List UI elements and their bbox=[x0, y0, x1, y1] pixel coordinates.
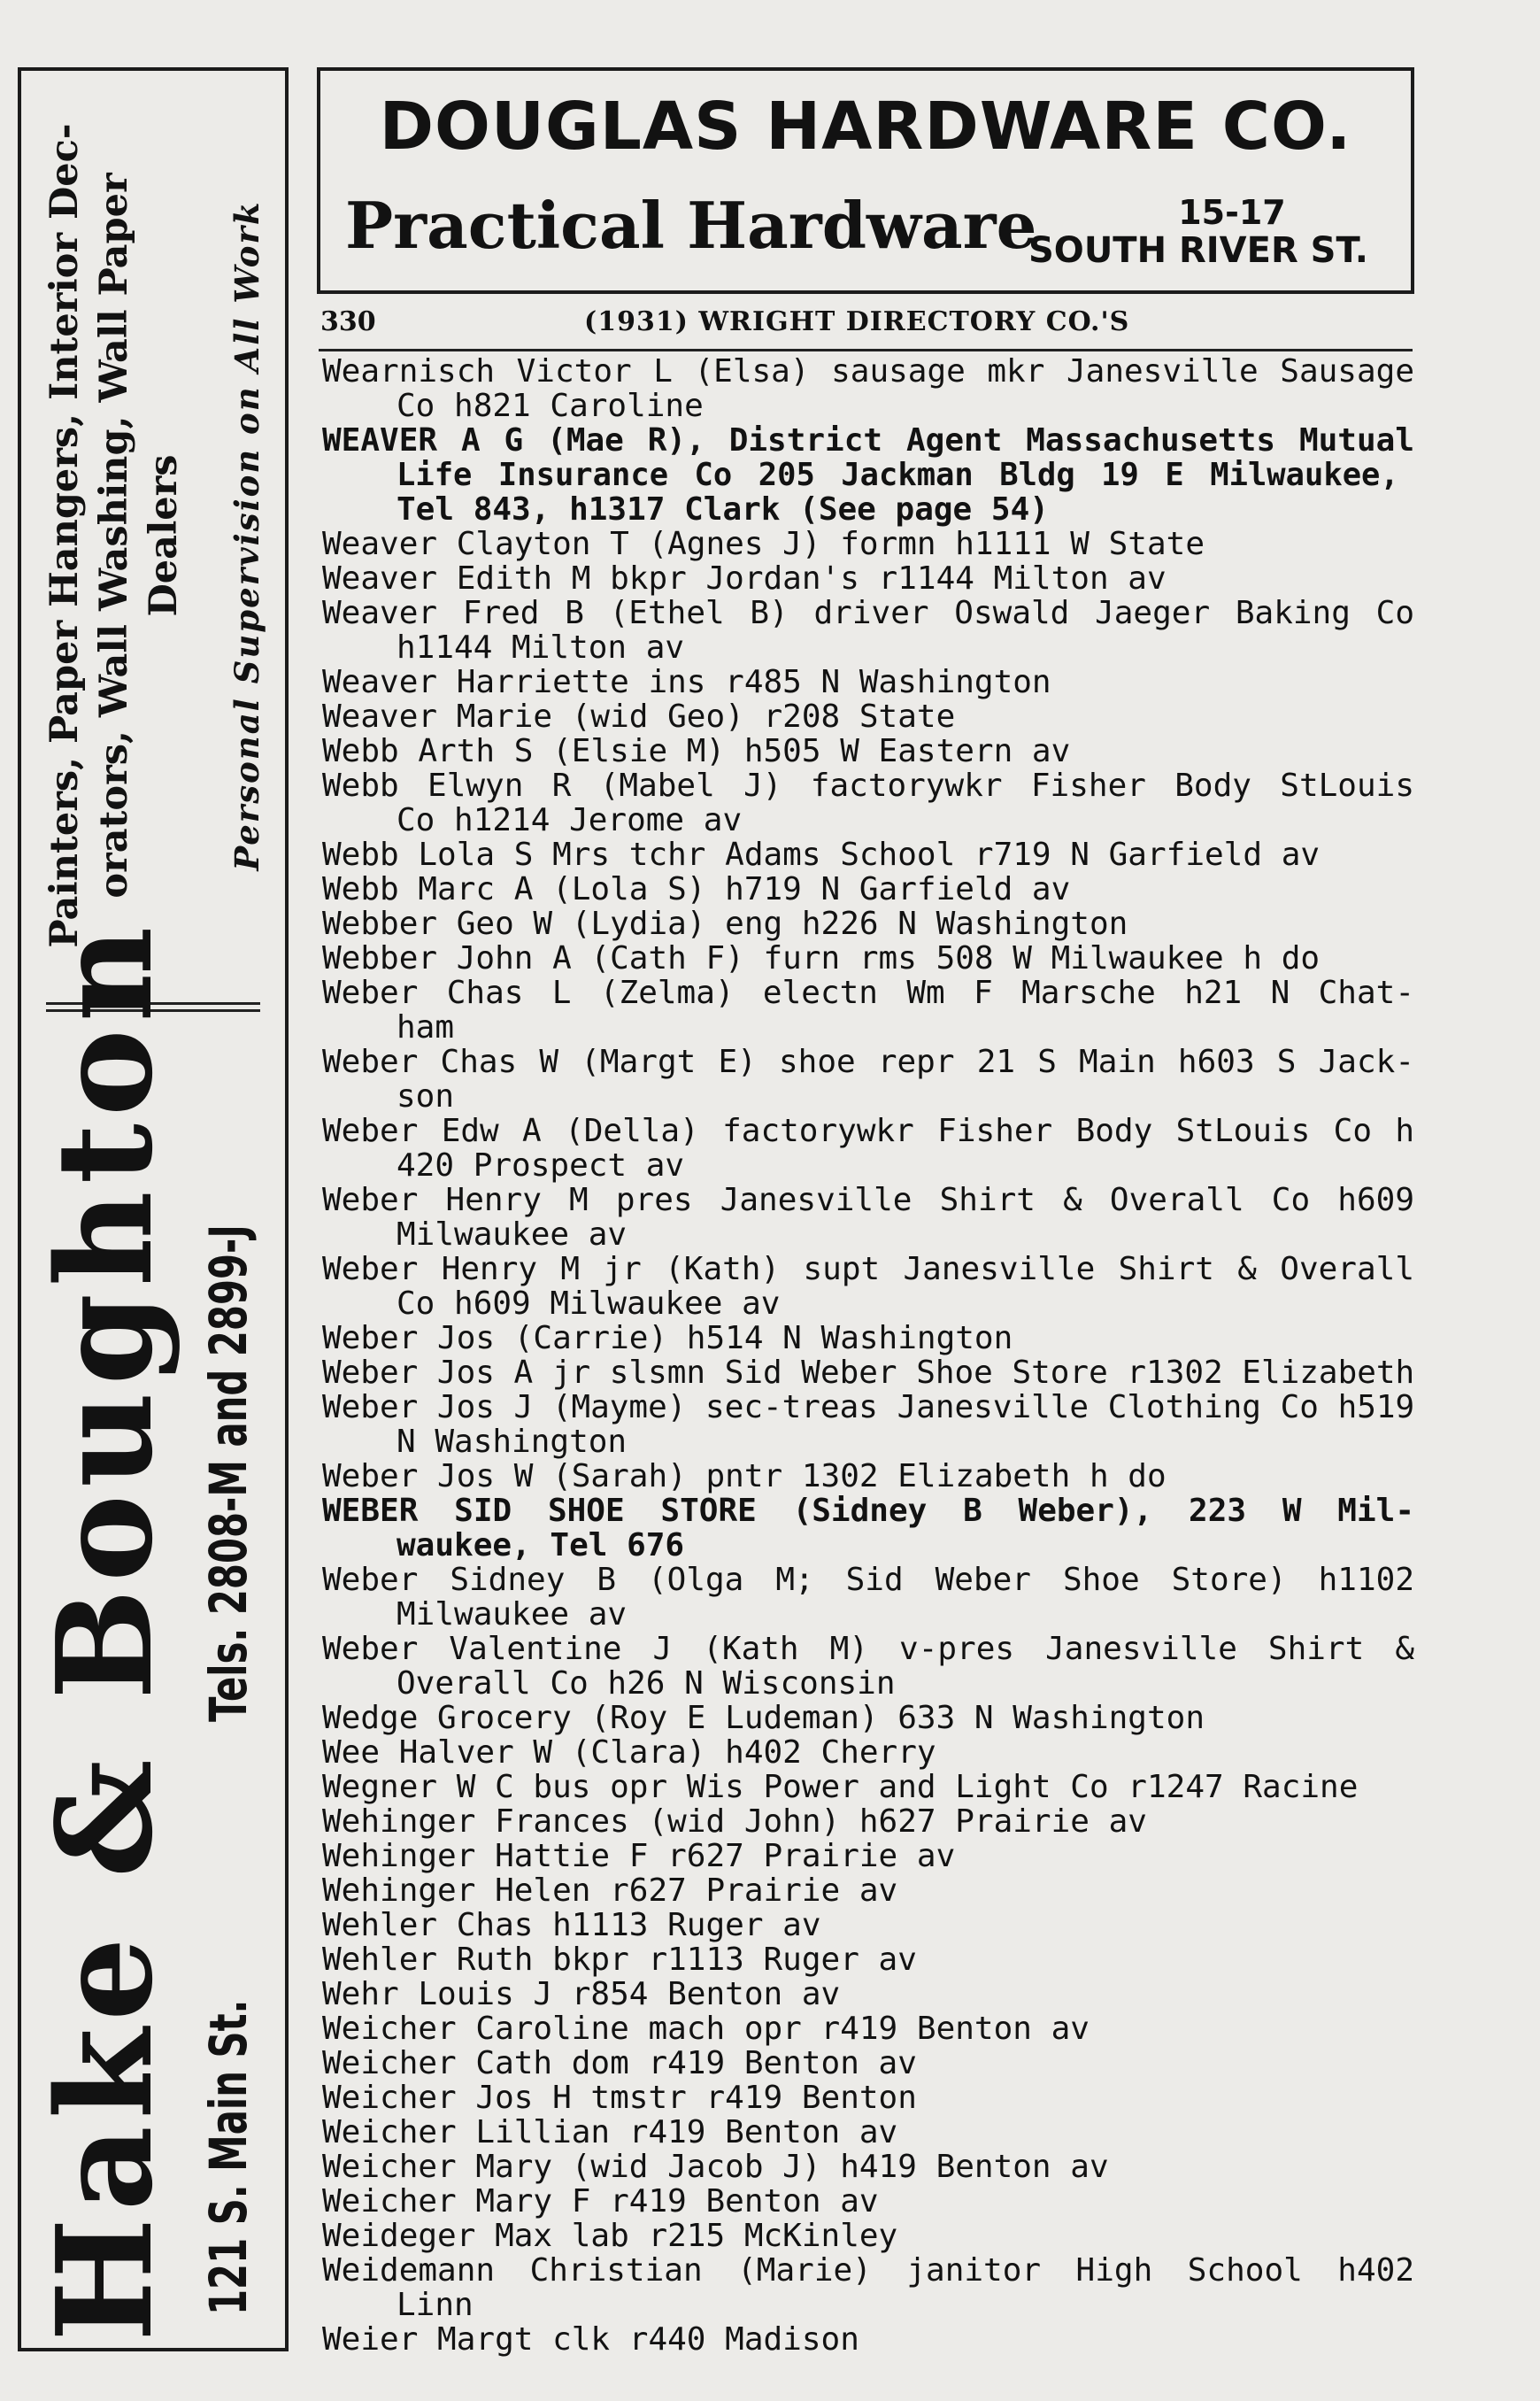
hardware-advertisement bbox=[317, 67, 1414, 294]
directory-entry bbox=[322, 838, 1414, 872]
business-name: Hake & Boughton bbox=[27, 919, 181, 2342]
directory-entry bbox=[322, 1632, 1414, 1701]
ad-tagline: Practical Hardware bbox=[345, 188, 1037, 263]
ad-street-number: 15-17 bbox=[1178, 193, 1286, 232]
entry-line: Weier Margt clk r440 Madison bbox=[322, 2321, 859, 2358]
directory-entry bbox=[322, 354, 1414, 423]
entry-line: Weber Jos J (Mayme) sec-treas Janesville Clothing Co h519 bbox=[322, 1389, 1415, 1425]
entry-line: Weber Edw A (Della) factorywkr Fisher Body StLouis Co h bbox=[322, 1113, 1414, 1149]
directory-entry bbox=[322, 561, 1414, 596]
directory-entry bbox=[322, 941, 1414, 976]
entry-line: Weber Valentine J (Kath M) v-pres Janesville Shirt & bbox=[322, 1631, 1414, 1667]
entry-continuation-line: Co h609 Milwaukee av bbox=[397, 1285, 781, 1322]
entry-line: Wehr Louis J r854 Benton av bbox=[322, 1976, 841, 2012]
directory-entry bbox=[322, 1735, 1414, 1770]
entry-line: Weicher Mary F r419 Benton av bbox=[322, 2183, 879, 2220]
directory-entry bbox=[322, 665, 1414, 699]
entry-line: Weber Sidney B (Olga M; Sid Weber Shoe Store) h1102 bbox=[322, 1562, 1414, 1598]
directory-entry bbox=[322, 2253, 1414, 2322]
business-telephones: Tels. 2808-M and 2899-J bbox=[198, 1224, 258, 1722]
entry-line: Weideger Max lab r215 McKinley bbox=[322, 2218, 898, 2254]
directory-listing bbox=[322, 354, 1414, 2357]
entry-line: Wehler Chas h1113 Ruger av bbox=[322, 1907, 821, 1943]
running-title: (1931) WRIGHT DIRECTORY CO.'S bbox=[584, 306, 1130, 337]
entry-line: Wehinger Frances (wid John) h627 Prairie av bbox=[322, 1803, 1147, 1840]
entry-line: Weicher Cath dom r419 Benton av bbox=[322, 2045, 917, 2081]
trade-line: Dealers bbox=[142, 454, 186, 617]
entry-line: Weicher Lillian r419 Benton av bbox=[322, 2114, 898, 2150]
directory-entry bbox=[322, 2115, 1414, 2150]
directory-entry bbox=[322, 1977, 1414, 2011]
ad-street: SOUTH RIVER ST. bbox=[1028, 230, 1368, 271]
entry-line: Wedge Grocery (Roy E Ludeman) 633 N Washington bbox=[322, 1700, 1205, 1736]
entry-line: Webb Elwyn R (Mabel J) factorywkr Fisher Body StLouis bbox=[322, 768, 1414, 804]
directory-entry bbox=[322, 768, 1414, 838]
directory-entry bbox=[322, 1770, 1414, 1804]
entry-line: Wehinger Helen r627 Prairie av bbox=[322, 1872, 898, 1909]
entry-continuation-line: Linn bbox=[397, 2287, 474, 2323]
trade-line: Painters, Paper Hangers, Interior Dec- bbox=[42, 123, 87, 948]
directory-entry bbox=[322, 1252, 1414, 1321]
entry-continuation-line: waukee, Tel 676 bbox=[397, 1527, 685, 1563]
entry-continuation-line: Overall Co h26 N Wisconsin bbox=[397, 1665, 896, 1702]
entry-continuation-line: son bbox=[397, 1078, 455, 1115]
entry-line: Weber Chas W (Margt E) shoe repr 21 S Main h603 S Jack- bbox=[322, 1044, 1414, 1080]
directory-entry bbox=[322, 2150, 1414, 2184]
entry-line: Weaver Edith M bkpr Jordan's r1144 Milton av bbox=[322, 560, 1167, 597]
directory-entry bbox=[322, 1873, 1414, 1908]
directory-entry bbox=[322, 1459, 1414, 1494]
directory-entry bbox=[322, 1321, 1414, 1355]
entry-line: Weaver Harriette ins r485 N Washington bbox=[322, 664, 1051, 700]
directory-entry bbox=[322, 2219, 1414, 2253]
entry-continuation-line: Tel 843, h1317 Clark (See page 54) bbox=[397, 491, 1049, 528]
directory-entry bbox=[322, 1563, 1414, 1632]
directory-entry bbox=[322, 527, 1414, 561]
sidebar-advertisement bbox=[18, 67, 289, 2351]
directory-entry bbox=[322, 1183, 1414, 1252]
directory-entry bbox=[322, 872, 1414, 907]
sidebar-business-block bbox=[21, 919, 285, 2342]
directory-entry bbox=[322, 1942, 1414, 1977]
entry-line: WEBER SID SHOE STORE (Sidney B Weber), 223 W Mil- bbox=[322, 1493, 1414, 1529]
directory-entry bbox=[322, 699, 1414, 734]
entry-line: Wehinger Hattie F r627 Prairie av bbox=[322, 1838, 956, 1874]
entry-line: Weicher Jos H tmstr r419 Benton bbox=[322, 2080, 917, 2116]
entry-line: Webb Arth S (Elsie M) h505 W Eastern av bbox=[322, 733, 1071, 769]
entry-continuation-line: ham bbox=[397, 1009, 455, 1046]
page-header bbox=[319, 306, 1413, 351]
entry-line: Weaver Fred B (Ethel B) driver Oswald Jaeger Baking Co bbox=[322, 595, 1414, 631]
directory-entry bbox=[322, 1045, 1414, 1114]
entry-line: Weber Henry M jr (Kath) supt Janesville Shirt & Overall bbox=[322, 1251, 1414, 1287]
entry-line: Weicher Caroline mach opr r419 Benton av bbox=[322, 2011, 1090, 2047]
entry-line: Wearnisch Victor L (Elsa) sausage mkr Janesville Sausage bbox=[322, 353, 1414, 390]
entry-line: Weaver Marie (wid Geo) r208 State bbox=[322, 699, 956, 735]
entry-line: Webber John A (Cath F) furn rms 508 W Milwaukee h do bbox=[322, 940, 1321, 977]
directory-entry bbox=[322, 1701, 1414, 1735]
entry-line: Weber Jos (Carrie) h514 N Washington bbox=[322, 1320, 1013, 1356]
directory-entry bbox=[322, 1355, 1414, 1390]
entry-continuation-line: 420 Prospect av bbox=[397, 1147, 685, 1184]
directory-entry bbox=[322, 1390, 1414, 1459]
entry-line: Wegner W C bus opr Wis Power and Light Co r1247 Racine bbox=[322, 1769, 1359, 1805]
directory-entry bbox=[322, 1494, 1414, 1563]
entry-line: Weaver Clayton T (Agnes J) formn h1111 W State bbox=[322, 526, 1205, 562]
directory-entry bbox=[322, 1804, 1414, 1839]
entry-line: Weber Henry M pres Janesville Shirt & Overall Co h609 bbox=[322, 1182, 1414, 1218]
entry-line: Weber Jos W (Sarah) pntr 1302 Elizabeth h do bbox=[322, 1458, 1167, 1494]
page-number: 330 bbox=[320, 306, 376, 337]
entry-line: Weber Jos A jr slsmn Sid Weber Shoe Store r1302 Elizabeth bbox=[322, 1355, 1415, 1391]
directory-entry bbox=[322, 2081, 1414, 2115]
directory-entry bbox=[322, 976, 1414, 1045]
entry-line: Weber Chas L (Zelma) electn Wm F Marsche h21 N Chat- bbox=[322, 975, 1414, 1011]
directory-entry bbox=[322, 2011, 1414, 2046]
entry-line: Webber Geo W (Lydia) eng h226 N Washington bbox=[322, 906, 1128, 942]
trade-line: orators, Wall Washing, Wall Paper bbox=[92, 173, 136, 899]
entry-continuation-line: Milwaukee av bbox=[397, 1596, 628, 1633]
directory-entry bbox=[322, 907, 1414, 941]
sidebar-trade-block bbox=[21, 71, 285, 1000]
directory-entry bbox=[322, 734, 1414, 768]
directory-entry bbox=[322, 2322, 1414, 2357]
directory-entry bbox=[322, 1908, 1414, 1942]
directory-entry bbox=[322, 2046, 1414, 2081]
entry-continuation-line: Co h821 Caroline bbox=[397, 388, 704, 424]
entry-line: Weidemann Christian (Marie) janitor High School h402 bbox=[322, 2252, 1414, 2289]
ad-title: DOUGLAS HARDWARE CO. bbox=[379, 89, 1352, 165]
entry-line: WEAVER A G (Mae R), District Agent Massachusetts Mutual bbox=[322, 422, 1414, 459]
directory-entry bbox=[322, 423, 1414, 527]
entry-line: Webb Lola S Mrs tchr Adams School r719 N Garfield av bbox=[322, 837, 1321, 873]
entry-line: Wee Halver W (Clara) h402 Cherry bbox=[322, 1734, 936, 1771]
entry-line: Wehler Ruth bkpr r1113 Ruger av bbox=[322, 1942, 917, 1978]
directory-entry bbox=[322, 1114, 1414, 1183]
entry-line: Weicher Mary (wid Jacob J) h419 Benton av bbox=[322, 2149, 1109, 2185]
directory-entry bbox=[322, 596, 1414, 665]
business-address: 121 S. Main St. bbox=[198, 1999, 258, 2315]
entry-continuation-line: Co h1214 Jerome av bbox=[397, 802, 743, 838]
entry-continuation-line: Milwaukee av bbox=[397, 1216, 628, 1253]
entry-continuation-line: h1144 Milton av bbox=[397, 629, 685, 666]
directory-entry bbox=[322, 1839, 1414, 1873]
entry-continuation-line: Life Insurance Co 205 Jackman Bldg 19 E Milwaukee, bbox=[397, 457, 1399, 493]
entry-continuation-line: N Washington bbox=[397, 1424, 628, 1460]
directory-entry bbox=[322, 2184, 1414, 2219]
supervision-slogan: Personal Supervision on All Work bbox=[227, 200, 266, 871]
entry-line: Webb Marc A (Lola S) h719 N Garfield av bbox=[322, 871, 1071, 907]
